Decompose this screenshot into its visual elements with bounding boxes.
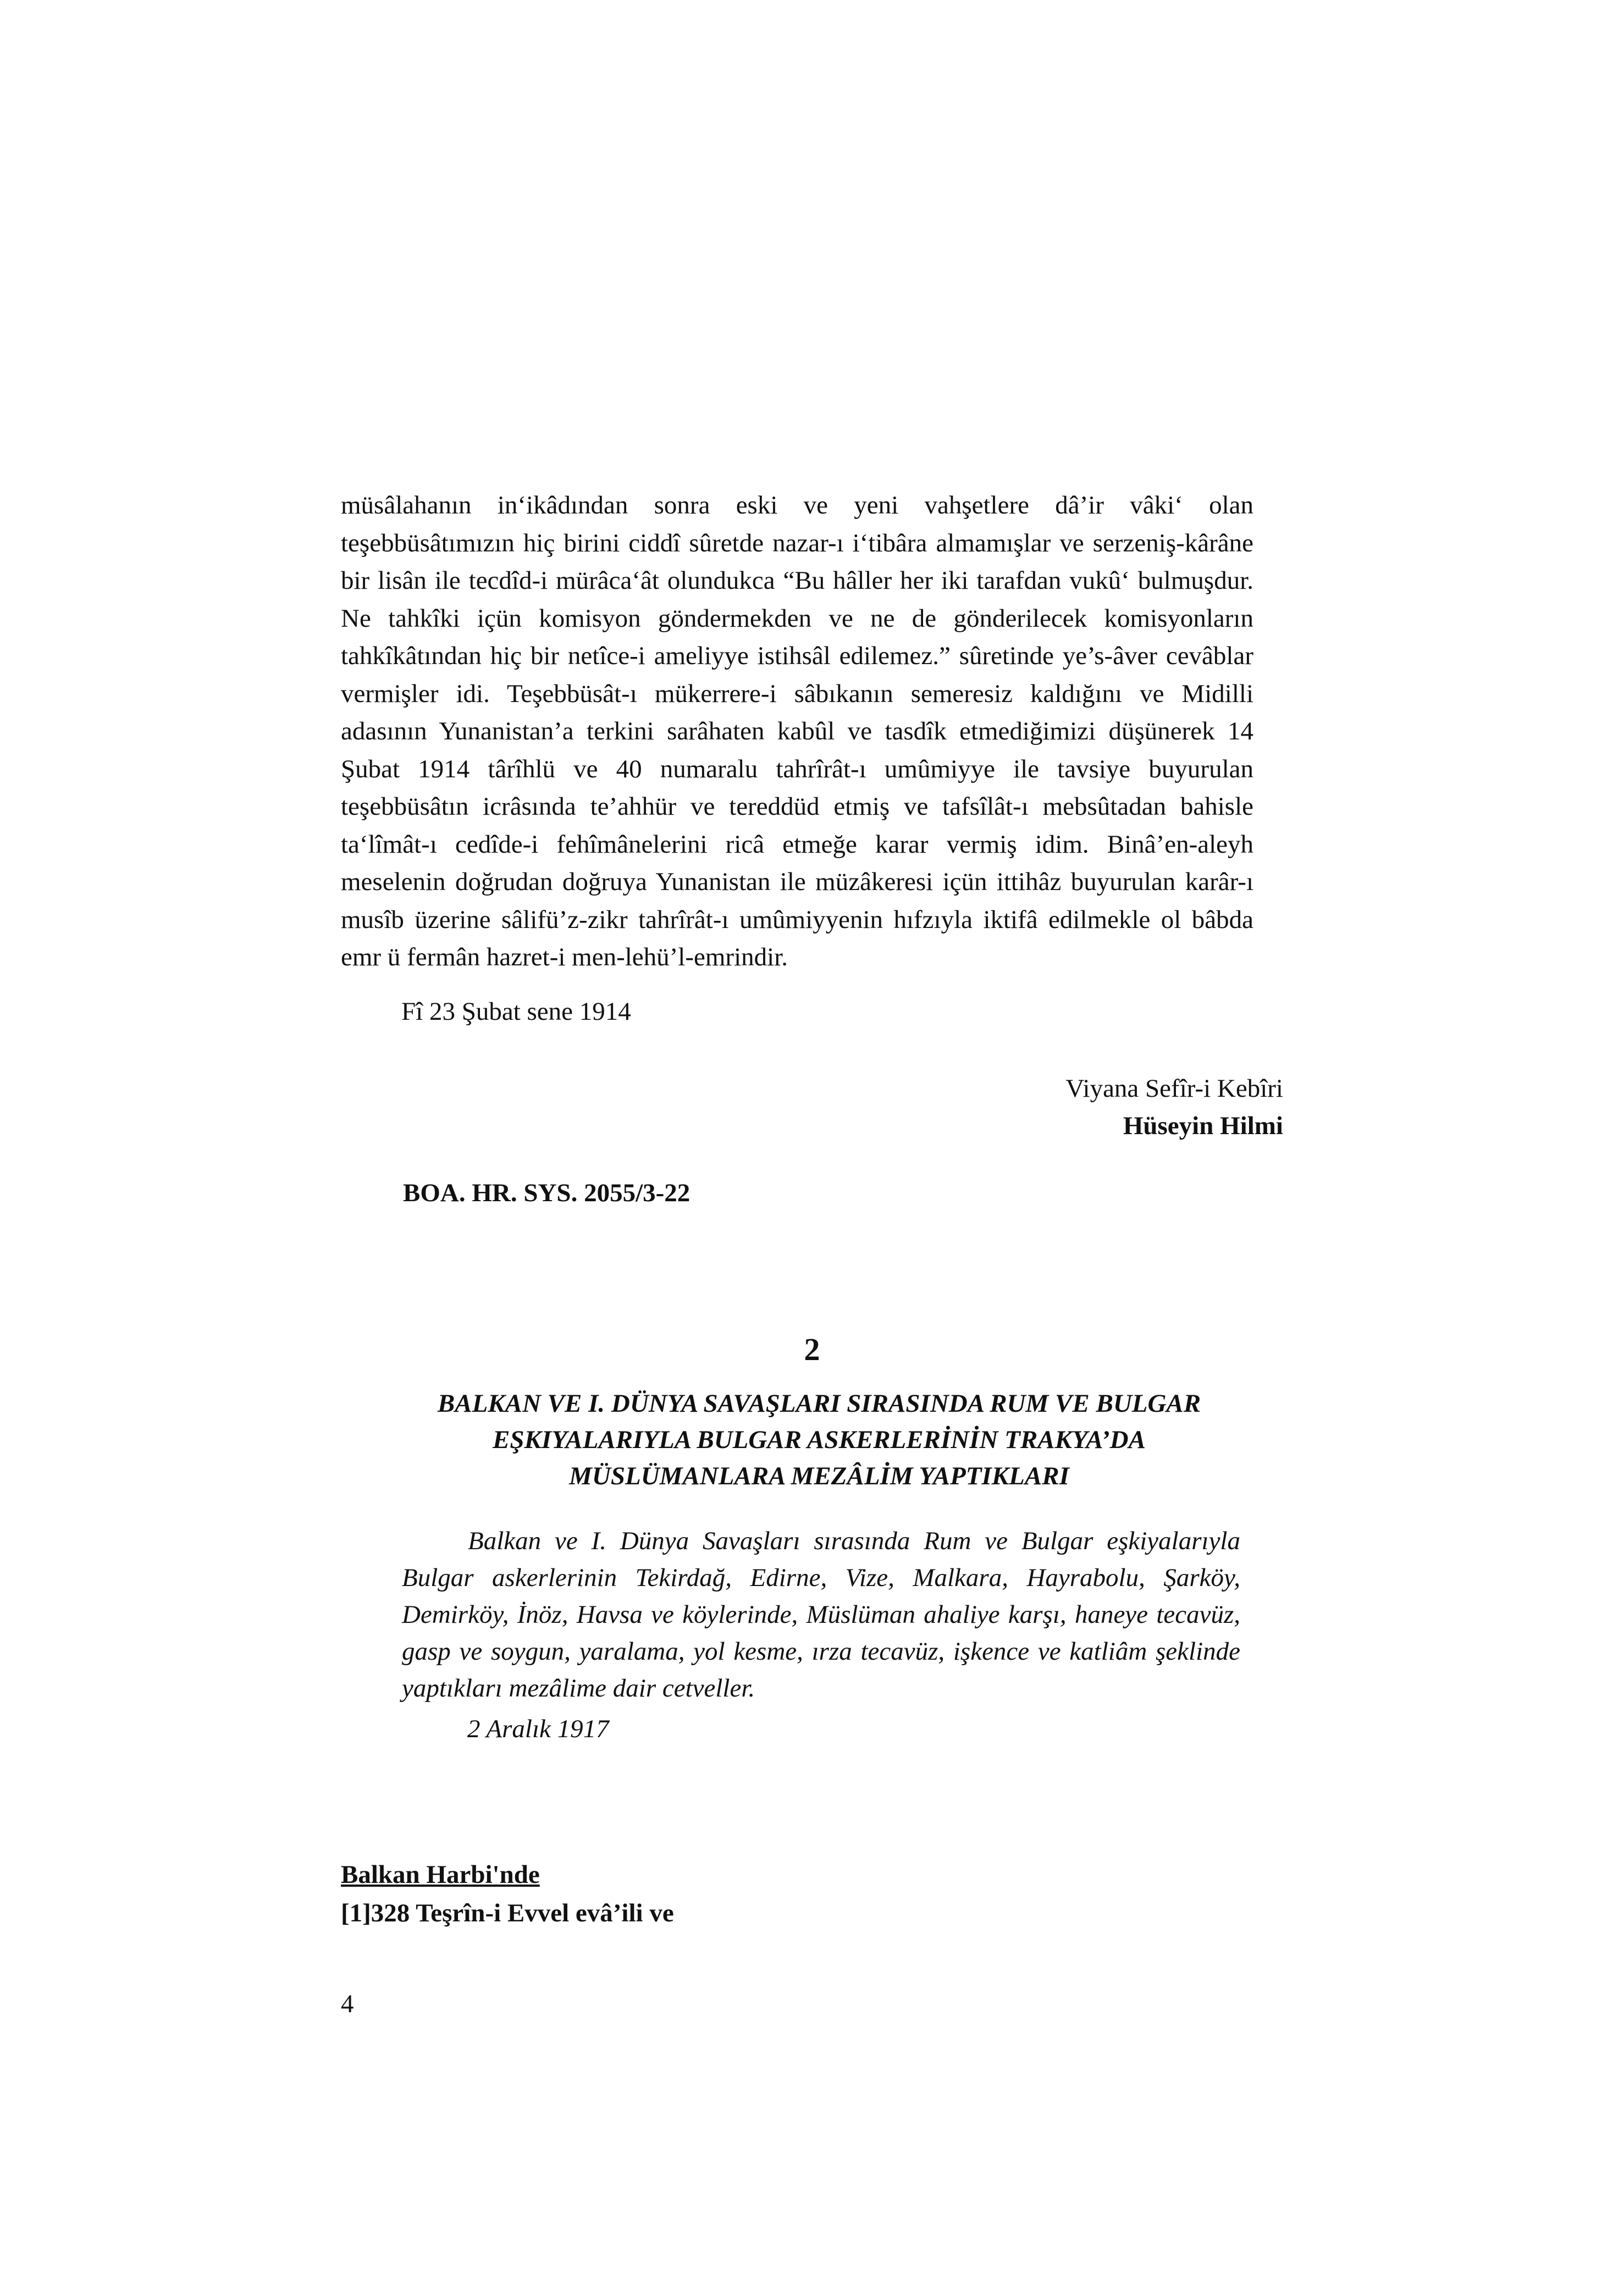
document-summary: Balkan ve I. Dünya Savaşları sırasında Rum ve Bulgar eşkiyalarıyla Bulgar askerlerinin Tekirdağ, Edirne, Vize, Malkara, Hayrabolu, Şarköy, Demirköy, İnöz, Havsa ve köylerinde, Müslüman ahaliye karşı, haneye tecavüz, gasp ve soygun, yaralama, yol kesme, ırza tecavüz, işkence ve katliâm şeklinde yaptıkları mezâlime dair cetveller.	[402, 1527, 1240, 1703]
heading-line-3: MÜSLÜMANLARA MEZÂLİM YAPTIKLARI	[569, 1462, 1069, 1490]
heading-line-1: BALKAN VE I. DÜNYA SAVAŞLARI SIRASINDA RUM VE BULGAR	[437, 1389, 1201, 1418]
section-title: Balkan Harbi'nde	[341, 1860, 540, 1889]
signer-name: Hüseyin Hilmi	[1123, 1112, 1283, 1140]
archive-reference: BOA. HR. SYS. 2055/3-22	[403, 1179, 691, 1207]
heading-line-2: EŞKIYALARIYLA BULGAR ASKERLERİNİN TRAKYA’DA	[493, 1425, 1146, 1454]
document-number: 2	[804, 1331, 820, 1367]
signature-block	[1065, 1070, 1283, 1145]
signer-title: Viyana Sefîr-i Kebîri	[1065, 1074, 1283, 1103]
document-heading	[341, 1385, 1297, 1494]
document-date: 2 Aralık 1917	[467, 1715, 609, 1743]
section-subtitle: [1]328 Teşrîn-i Evvel evâ’ili ve	[341, 1899, 674, 1927]
letter-body-paragraph: müsâlahanın in‘ikâdından sonra eski ve yeni vahşetlere dâ’ir vâki‘ olan teşebbüsâtımızın hiç birini ciddî sûretde nazar-ı i‘tibâra almamışlar ve serzeniş-kârâne bir lisân ile tecdîd-i mürâca‘ât olundukca “Bu hâller her iki tarafdan vukû‘ bulmuşdur. Ne tahkîki içün komisyon göndermekden ve ne de gönderilecek komisyonların tahkîkâtından hiç bir netîce-i ameliyye istihsâl edilemez.” sûretinde ye’s-âver cevâblar vermişler idi. Teşebbüsât-ı mükerrere-i sâbıkanın semeresiz kaldığını ve Midilli adasının Yunanistan’a terkini sarâhaten kabûl ve tasdîk etmediğimizi düşünerek 14 Şubat 1914 târîhlü ve 40 numaralu tahrîrât-ı umûmiyye ile tavsiye buyurulan teşebbüsâtın icrâsında te’ahhür ve tereddüd etmiş ve tafsîlât-ı mebsûtadan bahisle ta‘lîmât-ı cedîde-i fehîmânelerini ricâ etmeğe karar vermiş idim. Binâ’en-aleyh meselenin doğrudan doğruya Yunanistan ile müzâkeresi içün ittihâz buyurulan karâr-ı musîb üzerine sâlifü’z-zikr tahrîrât-ı umûmiyyenin hıfzıyla iktifâ edilmekle ol bâbda emr ü fermân hazret-i men-lehü’l-emrindir.	[341, 491, 1253, 971]
letter-date: Fî 23 Şubat sene 1914	[401, 997, 631, 1026]
page-number: 4	[341, 1990, 354, 2018]
